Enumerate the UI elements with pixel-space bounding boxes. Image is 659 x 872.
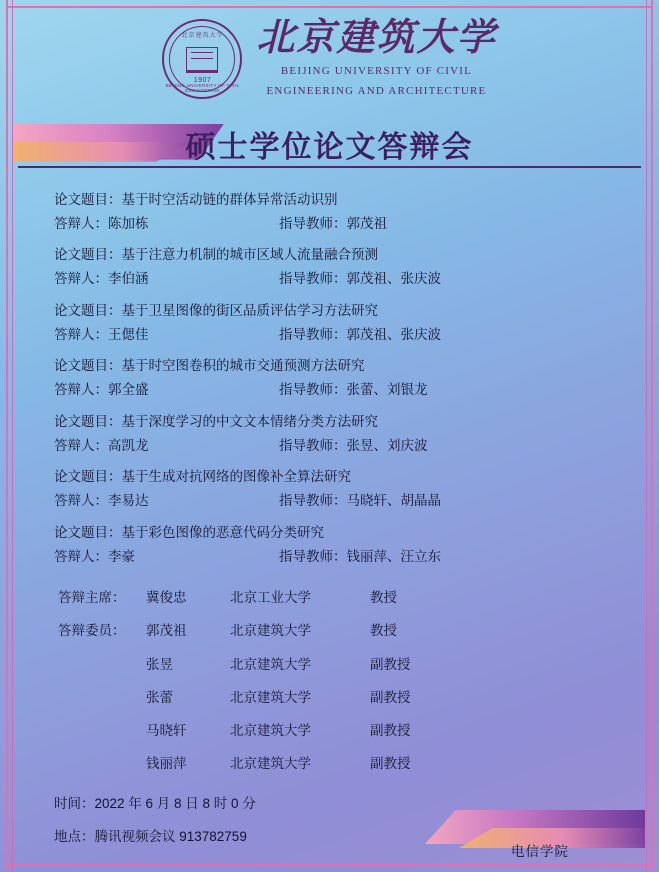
- committee-org: 北京建筑大学: [230, 623, 311, 639]
- defense-entry: [0, 356, 659, 401]
- committee-name: 郭茂祖: [146, 623, 187, 639]
- advisor-name: 指导教师：张昱、刘庆波: [279, 437, 428, 453]
- committee-name: 钱丽萍: [146, 756, 187, 772]
- defender-name: 答辩人：高凯龙: [54, 437, 149, 453]
- seal-building-icon: [186, 47, 218, 73]
- entry-people: [54, 325, 659, 345]
- committee-name: 冀俊忠: [146, 590, 187, 606]
- advisor-name: 指导教师：钱丽萍、汪立东: [279, 548, 441, 564]
- border-bottom: [6, 864, 653, 866]
- committee-rank: 副教授: [370, 689, 411, 705]
- committee-role: 答辩主席：: [58, 590, 126, 606]
- thesis-topic: 论文题目：基于深度学习的中文文本情绪分类方法研究: [54, 413, 378, 429]
- university-seal-icon: [162, 19, 242, 99]
- seal-year: 1907: [193, 76, 212, 84]
- committee-row: [58, 655, 659, 675]
- committee-role: 答辩委员：: [58, 623, 126, 639]
- thesis-topic: 论文题目：基于时空活动链的群体异常活动识别: [54, 191, 338, 207]
- committee-org: 北京建筑大学: [230, 756, 311, 772]
- entry-people: [54, 380, 659, 400]
- thesis-topic: 论文题目：基于卫星图像的街区品质评估学习方法研究: [54, 302, 378, 318]
- advisor-name: 指导教师：张蕾、刘银龙: [279, 382, 428, 398]
- defense-entry: [0, 245, 659, 290]
- page-title: 硕士学位论文答辩会: [185, 130, 474, 164]
- defender-name: 答辩人：郭全盛: [54, 382, 149, 398]
- advisor-name: 指导教师：郭茂祖、张庆波: [279, 326, 441, 342]
- defense-list: [0, 168, 659, 848]
- thesis-topic: 论文题目：基于彩色图像的恶意代码分类研究: [54, 524, 324, 540]
- committee-name: 张昱: [146, 656, 173, 672]
- committee-org: 北京工业大学: [230, 590, 311, 606]
- defender-name: 答辩人：李易达: [54, 493, 149, 509]
- title-banner: [0, 122, 659, 168]
- committee-row: [58, 721, 659, 741]
- entry-people: [54, 436, 659, 456]
- defense-entry: [0, 301, 659, 346]
- entry-people: [54, 269, 659, 289]
- header: [0, 0, 659, 100]
- university-name-en-line2: ENGINEERING AND ARCHITECTURE: [266, 84, 487, 97]
- committee-rank: 副教授: [370, 756, 411, 772]
- committee-role: [58, 721, 146, 741]
- committee-row: [58, 621, 659, 641]
- thesis-topic: 论文题目：基于注意力机制的城市区域人流量融合预测: [54, 247, 378, 263]
- committee-role: [58, 688, 146, 708]
- entry-people: [54, 491, 659, 511]
- committee-role: [58, 655, 146, 675]
- university-name-cn: 北京建筑大学: [256, 17, 497, 59]
- committee-name: 张蕾: [146, 689, 173, 705]
- defender-name: 答辩人：李豪: [54, 548, 135, 564]
- committee-role: [58, 754, 146, 774]
- committee-list: [0, 578, 659, 775]
- advisor-name: 指导教师：郭茂祖: [279, 215, 387, 231]
- defense-entry: [0, 190, 659, 235]
- thesis-topic: 论文题目：基于时空图卷积的城市交通预测方法研究: [54, 358, 365, 374]
- defense-place: 地点：腾讯视频会议 913782759: [54, 828, 247, 844]
- defender-name: 答辩人：李伯涵: [54, 271, 149, 287]
- defense-entry: [0, 467, 659, 512]
- committee-org: 北京建筑大学: [230, 689, 311, 705]
- entry-people: [54, 214, 659, 234]
- title-divider: [18, 166, 641, 168]
- committee-org: 北京建筑大学: [230, 723, 311, 739]
- university-name-block: [256, 18, 496, 100]
- defense-time: 时间：2022 年 6 月 8 日 8 时 0 分: [54, 795, 256, 811]
- university-name-en-line1: BEIJING UNIVERSITY OF CIVIL: [280, 64, 473, 77]
- committee-row: [58, 754, 659, 774]
- committee-rank: 副教授: [370, 723, 411, 739]
- committee-name: 马晓轩: [146, 723, 187, 739]
- defender-name: 答辩人：陈加栋: [54, 215, 149, 231]
- defense-entry: [0, 412, 659, 457]
- defender-name: 答辩人：王偲佳: [54, 326, 149, 342]
- advisor-name: 指导教师：郭茂祖、张庆波: [279, 271, 441, 287]
- committee-rank: 教授: [370, 590, 397, 606]
- thesis-topic: 论文题目：基于生成对抗网络的图像补全算法研究: [54, 469, 351, 485]
- committee-org: 北京建筑大学: [230, 656, 311, 672]
- footer: [0, 806, 659, 864]
- defense-entry: [0, 523, 659, 568]
- committee-row: [58, 688, 659, 708]
- committee-row: [58, 588, 659, 608]
- committee-rank: 教授: [370, 623, 397, 639]
- seal-arc-top-text: 北京建筑大学: [181, 32, 224, 39]
- department-name: 电信学院: [511, 844, 569, 859]
- seal-arc-bottom-text: BEIJING UNIVERSITY OF CIVIL ENGINEERING: [165, 82, 240, 93]
- advisor-name: 指导教师：马晓轩、胡晶晶: [279, 493, 441, 509]
- committee-rank: 副教授: [370, 656, 411, 672]
- entry-people: [54, 547, 659, 567]
